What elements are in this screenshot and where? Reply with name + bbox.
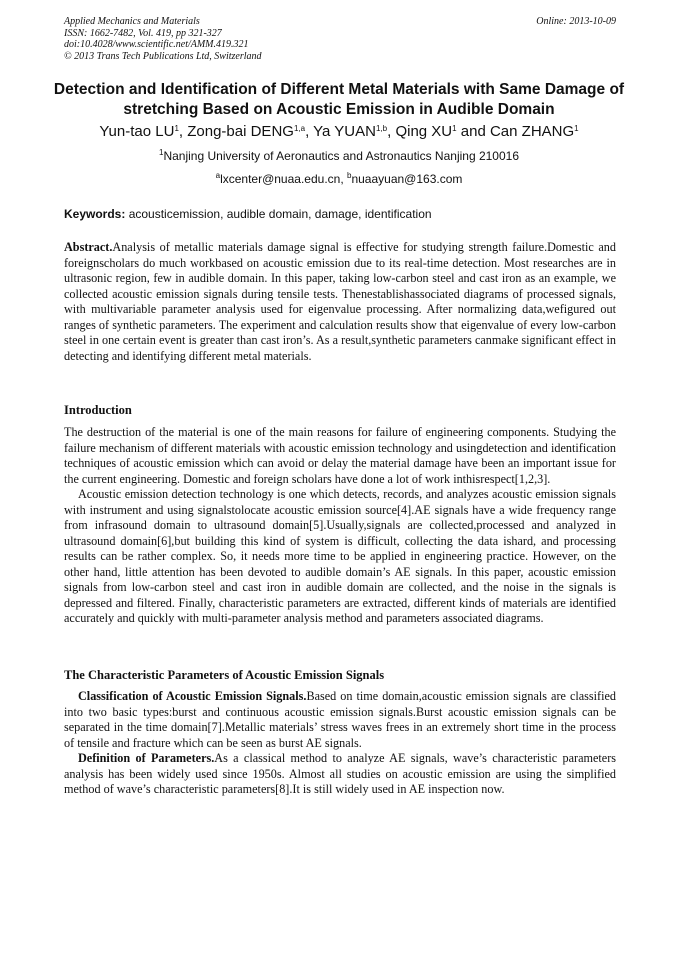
journal-header bbox=[64, 16, 616, 62]
abstract bbox=[64, 240, 616, 364]
copyright-line: © 2013 Trans Tech Publications Ltd, Switzerland bbox=[64, 50, 262, 62]
paragraph: Acoustic emission detection technology is one which detects, records, and analyzes acoustic emission signals with instrument and using signalstolocate acoustic emission source[4].AE signals have a wide frequency range from infrasound domain to ultrasound domain[5].Usually,signals are collected,processed and analyzed in ultrasound domain[6],but building this kind of system is difficult, collecting the data ishard, and processing results can be rather complex. So, it needs more time to be applied in engineering practice. However, on the other hand, little attention has been devoted to audible domain’s AE signals. In this paper, acoustic emission signals from low-carbon steel and cast iron in audible domain are collected, and the noise in the signals is depressed and filtered. Finally, characteristic parameters are extracted, different kinds of materials are identified accurately and quickly with multi-parameter analysis method and parameters associated diagrams. bbox=[64, 487, 616, 625]
keywords-label: Keywords: bbox=[64, 207, 126, 221]
doi-line: doi:10.4028/www.scientific.net/AMM.419.321 bbox=[64, 39, 249, 50]
subsection-label: Definition of Parameters. bbox=[78, 751, 215, 765]
author-name: Qing XU bbox=[395, 123, 453, 140]
author-affiliation-mark: 1 bbox=[452, 124, 457, 133]
affiliation-text: Nanjing University of Aeronautics and Astronautics Nanjing 210016 bbox=[163, 149, 519, 163]
email-b[interactable]: nuaayuan@163.com bbox=[351, 172, 463, 186]
author-list bbox=[40, 122, 638, 142]
section-heading-introduction: Introduction bbox=[64, 403, 132, 417]
email-a[interactable]: lxcenter@nuaa.edu.cn, bbox=[220, 172, 347, 186]
affiliation bbox=[40, 148, 638, 164]
author-affiliation-mark: 1 bbox=[574, 124, 579, 133]
paragraph bbox=[64, 751, 616, 798]
author-separator: and bbox=[456, 123, 490, 140]
paragraph-text: Based on time domain,acoustic emission signals are classified into two basic types:burst and continuous acoustic emission signals.Burst acoustic emission signals can be separated in the time domain[7].Metallic materials’ stress waves frees in an extremely short time in the process of tensile and fracture which can be seen as burst AE signals. bbox=[64, 689, 616, 750]
characteristic-parameters-body bbox=[64, 689, 616, 798]
contact-emails bbox=[40, 171, 638, 187]
keywords bbox=[64, 206, 616, 222]
online-date: Online: 2013-10-09 bbox=[536, 16, 616, 27]
abstract-text: Analysis of metallic materials damage signal is effective for studying strength failure.Domestic and foreignscholars do much workbased on acoustic emission due to its real-time detection. Most researches are in ultrasonic region, few in audible domain. In this paper, taking low-carbon steel and cast iron as an example, we collected acoustic emission signals during tensile tests. Thenestablishassociated diagrams of processed signals, with multivariable parameter analysis used for eigenvalue processing. After normalizing data,wefigured out ranges of synthetic parameters. The experiment and calculation results show that eigenvalue of every low-carbon steel in one certain event is greater than cast iron’s. As a result,synthetic parameters canmake significant effect in detecting and identifying different metal materials. bbox=[64, 240, 616, 363]
author-separator: , bbox=[178, 123, 188, 140]
author-affiliation-mark: 1,a bbox=[293, 124, 306, 133]
paragraph-text: As a classical method to analyze AE signals, wave’s characteristic parameters analysis has been widely used since 1950s. Almost all studies on acoustic emission are using the simplified method of wave’s characteristic parameters[8].It is still widely used in AE inspection now. bbox=[64, 751, 616, 796]
paragraph bbox=[64, 689, 616, 751]
subsection-label: Classification of Acoustic Emission Signals. bbox=[78, 689, 307, 703]
author-name: Can ZHANG bbox=[489, 123, 575, 140]
issn-line: ISSN: 1662-7482, Vol. 419, pp 321-327 bbox=[64, 27, 222, 39]
abstract-label: Abstract. bbox=[64, 240, 113, 254]
email-mark-b: b bbox=[347, 171, 352, 180]
introduction-body bbox=[64, 425, 616, 627]
section-heading-characteristic-parameters: The Characteristic Parameters of Acoustic Emission Signals bbox=[64, 668, 385, 682]
author-name: Yun-tao LU bbox=[99, 123, 175, 140]
email-mark-a: a bbox=[215, 171, 221, 180]
paragraph: The destruction of the material is one of the main reasons for failure of engineering components. Studying the failure mechanism of different materials with acoustic emission technology and usingdetection and identification techniques of acoustic emission which can avoid or delay the material damage have been an important issue for the current engineering. Domestic and foreign scholars have done a lot of work inthisrespect[1,2,3]. bbox=[64, 425, 616, 486]
keywords-text: acousticemission, audible domain, damage, identification bbox=[125, 207, 432, 221]
journal-name: Applied Mechanics and Materials bbox=[64, 16, 200, 27]
author-separator: , bbox=[305, 123, 314, 140]
affiliation-mark: 1 bbox=[159, 148, 164, 157]
author-affiliation-mark: 1 bbox=[174, 124, 179, 133]
author-name: Ya YUAN bbox=[313, 123, 376, 140]
author-affiliation-mark: 1,b bbox=[375, 124, 388, 133]
author-name: Zong-bai DENG bbox=[187, 123, 294, 140]
author-separator: , bbox=[387, 123, 396, 140]
paper-title: Detection and Identification of Different Metal Materials with Same Damage of stretching Based on Acoustic Emission in Audible Domain bbox=[53, 81, 625, 118]
